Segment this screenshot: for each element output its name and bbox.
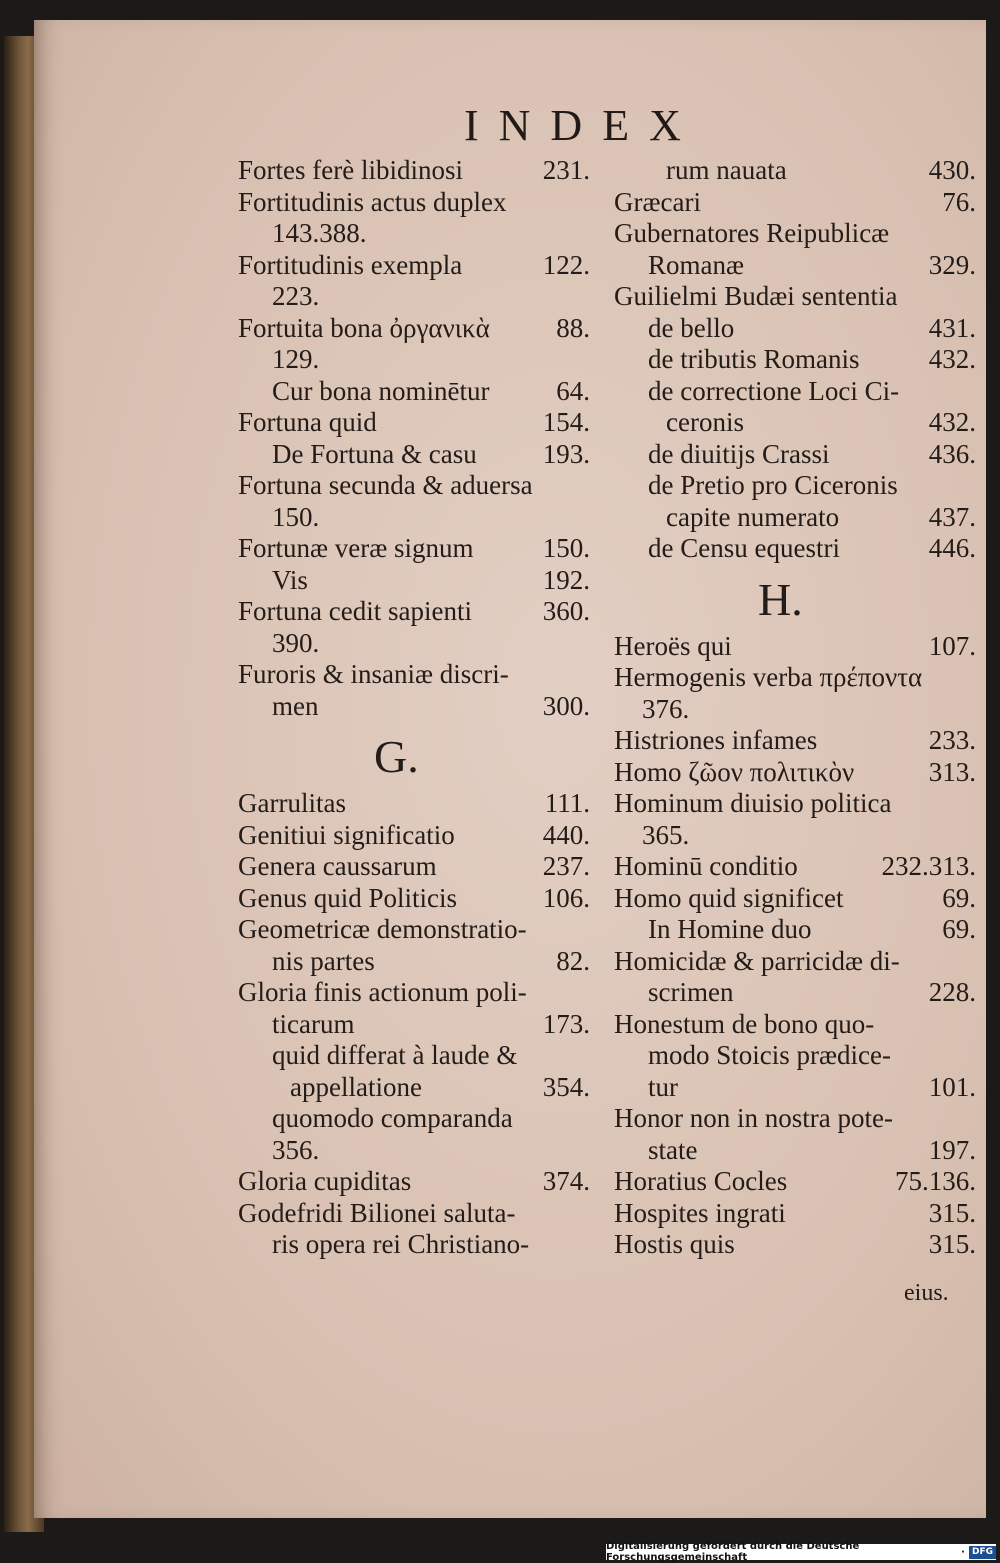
entry-term: Græcari: [614, 186, 701, 217]
index-entry: [614, 788, 976, 820]
entry-term: Fortuna cedit sapienti: [238, 596, 472, 626]
entry-term: Hominū conditio: [614, 851, 798, 881]
entry-term: de tributis Romanis: [648, 344, 860, 374]
index-entry: [238, 914, 590, 946]
entry-page-ref: 75.136.: [895, 1166, 976, 1196]
entry-term: Romanæ: [648, 249, 745, 280]
dfg-logo: DFG: [969, 1546, 996, 1559]
entry-term: De Fortuna & casu: [272, 438, 477, 469]
entry-page-ref: 315.: [928, 1197, 976, 1228]
index-entry: [238, 187, 590, 219]
entry-term: ceronis: [666, 407, 744, 437]
entry-term: Godefridi Bilionei saluta-: [238, 1197, 516, 1228]
entry-term: 376.: [642, 693, 690, 724]
index-entry: [238, 820, 590, 852]
entry-page-ref: 329.: [928, 249, 976, 280]
entry-term: de Pretio pro Ciceronis: [648, 470, 898, 500]
entry-term: Hominum diuisio politica: [614, 788, 892, 818]
index-entry: [238, 1229, 590, 1261]
index-entry: [614, 1103, 976, 1135]
index-entry: [238, 218, 590, 250]
entry-term: Honestum de bono quo-: [614, 1008, 875, 1039]
index-entry: [614, 502, 976, 534]
index-entry: [614, 820, 976, 852]
index-entry: [614, 439, 976, 471]
index-column-right: [614, 155, 976, 1261]
entry-term: Garrulitas: [238, 788, 346, 818]
index-entry: [614, 187, 976, 219]
entry-term: Homo quid significet: [614, 882, 844, 913]
index-entry: [614, 313, 976, 345]
entry-term: 365.: [642, 819, 690, 850]
entry-term: 390.: [272, 627, 320, 658]
entry-page-ref: 82.: [556, 945, 590, 976]
index-entry: [238, 1135, 590, 1167]
entry-page-ref: 231.: [542, 155, 590, 185]
entry-term: Honor non in nostra pote-: [614, 1103, 893, 1133]
entry-page-ref: 437.: [928, 501, 976, 532]
entry-term: men: [272, 690, 319, 721]
entry-page-ref: 237.: [542, 851, 590, 881]
entry-page-ref: 432.: [928, 344, 976, 374]
entry-term: Cur bona nominētur: [272, 375, 490, 406]
index-entry: [614, 694, 976, 726]
entry-term: Horatius Cocles: [614, 1166, 788, 1196]
entry-term: Hospites ingrati: [614, 1197, 786, 1228]
entry-term: 223.: [272, 281, 320, 311]
index-entry: [238, 439, 590, 471]
entry-term: de Censu equestri: [648, 533, 840, 563]
entry-term: Fortuna secunda & aduersa: [238, 470, 533, 500]
entry-term: capite numerato: [666, 501, 840, 532]
entry-page-ref: 430.: [928, 155, 976, 185]
index-entry: [614, 914, 976, 946]
entry-term: Vis: [272, 564, 308, 595]
index-entry: [238, 250, 590, 282]
entry-term: Genera caussarum: [238, 851, 437, 881]
index-entry: [614, 1040, 976, 1072]
index-entry: [614, 470, 976, 502]
entry-page-ref: 233.: [928, 725, 976, 755]
entry-term: ticarum: [272, 1008, 355, 1039]
entry-page-ref: 106.: [542, 882, 590, 913]
index-entry: [614, 883, 976, 915]
index-entry: [238, 977, 590, 1009]
entry-page-ref: 64.: [556, 375, 590, 406]
index-entry: [238, 1072, 590, 1104]
entry-term: appellatione: [290, 1071, 422, 1102]
entry-page-ref: 88.: [556, 312, 590, 343]
footer-credit: Digitalisierung gefördert durch die Deutsche Forschungsgemeinschaft · DFG: [606, 1544, 996, 1560]
index-entry: [238, 1103, 590, 1135]
index-entry: [614, 1009, 976, 1041]
entry-term: de bello: [648, 312, 735, 343]
entry-page-ref: 173.: [542, 1008, 590, 1039]
index-entry: [238, 533, 590, 565]
entry-page-ref: 154.: [542, 407, 590, 437]
index-entry: [238, 883, 590, 915]
entry-page-ref: 446.: [928, 533, 976, 563]
entry-term: Geometricæ demonstratio-: [238, 914, 527, 944]
entry-page-ref: 122.: [542, 249, 590, 280]
entry-term: quid differat à laude &: [272, 1040, 518, 1070]
entry-page-ref: 101.: [928, 1071, 976, 1102]
index-entry: [238, 407, 590, 439]
index-entry: [614, 533, 976, 565]
index-entry: [238, 376, 590, 408]
section-letter: H.: [758, 573, 803, 625]
catchword: eius.: [904, 1280, 949, 1306]
entry-page-ref: 313.: [928, 756, 976, 787]
entry-term: Fortuita bona ὀργανικὰ: [238, 312, 490, 343]
entry-term: 143.388.: [272, 218, 367, 248]
entry-term: 150.: [272, 501, 320, 532]
index-entry: [614, 1072, 976, 1104]
entry-page-ref: 431.: [928, 312, 976, 343]
index-entry: [614, 250, 976, 282]
entry-term: nis partes: [272, 945, 375, 976]
entry-page-ref: 436.: [928, 438, 976, 469]
entry-term: Hostis quis: [614, 1229, 735, 1259]
entry-term: Fortitudinis actus duplex: [238, 186, 507, 217]
entry-page-ref: 228.: [928, 977, 976, 1007]
index-entry: [238, 1198, 590, 1230]
entry-page-ref: 432.: [928, 407, 976, 437]
entry-page-ref: 374.: [542, 1166, 590, 1196]
entry-term: Fortes ferè libidinosi: [238, 155, 463, 185]
index-entry: [238, 155, 590, 187]
entry-term: In Homine duo: [648, 914, 812, 944]
entry-term: Fortunæ veræ signum: [238, 533, 474, 563]
entry-page-ref: 69.: [942, 882, 976, 913]
entry-term: 356.: [272, 1134, 320, 1165]
entry-term: Genitiui significatio: [238, 819, 455, 850]
index-entry: [238, 628, 590, 660]
index-entry: [614, 662, 976, 694]
index-entry: [238, 659, 590, 691]
index-entry: [238, 1040, 590, 1072]
entry-page-ref: 192.: [542, 564, 590, 595]
index-entry: [614, 407, 976, 439]
entry-term: 129.: [272, 344, 320, 374]
index-entry: [238, 281, 590, 313]
index-entry: [614, 757, 976, 789]
entry-term: Gloria cupiditas: [238, 1166, 412, 1196]
entry-term: ris opera rei Christiano-: [272, 1229, 530, 1259]
index-entry: [238, 1166, 590, 1198]
entry-page-ref: 354.: [542, 1071, 590, 1102]
entry-term: Hermogenis verba πρέποντα: [614, 662, 923, 692]
entry-term: Genus quid Politicis: [238, 882, 458, 913]
entry-page-ref: 69.: [942, 914, 976, 944]
entry-term: de correctione Loci Ci-: [648, 375, 900, 406]
index-entry: [614, 1198, 976, 1230]
entry-term: tur: [648, 1071, 678, 1102]
index-entry: [614, 725, 976, 757]
index-entry: [614, 851, 976, 883]
index-entry: [238, 596, 590, 628]
index-entry: [614, 1166, 976, 1198]
entry-term: Histriones infames: [614, 725, 818, 755]
entry-term: Homo ζῶον πολιτικὸν: [614, 756, 855, 787]
entry-term: Heroës qui: [614, 630, 732, 661]
entry-term: state: [648, 1134, 698, 1165]
index-entry: [238, 313, 590, 345]
entry-page-ref: 300.: [542, 690, 590, 721]
entry-page-ref: 360.: [542, 596, 590, 626]
index-entry: [238, 344, 590, 376]
index-column-left: [238, 155, 590, 1261]
entry-term: modo Stoicis prædice-: [648, 1040, 891, 1070]
entry-page-ref: 315.: [928, 1229, 976, 1259]
index-entry: [614, 977, 976, 1009]
entry-term: Gloria finis actionum poli-: [238, 977, 527, 1007]
entry-term: Gubernatores Reipublicæ: [614, 218, 890, 248]
index-entry: [238, 470, 590, 502]
index-entry: [614, 218, 976, 250]
index-entry: [238, 691, 590, 723]
index-entry: [614, 631, 976, 663]
entry-page-ref: 193.: [542, 438, 590, 469]
entry-page-ref: 111.: [544, 788, 590, 818]
entry-term: Guilielmi Budæi sententia: [614, 281, 898, 311]
index-entry: [238, 565, 590, 597]
entry-page-ref: 197.: [928, 1134, 976, 1165]
index-entry: [614, 155, 976, 187]
index-entry: [614, 946, 976, 978]
entry-page-ref: 232.313.: [881, 851, 976, 881]
entry-term: Fortitudinis exempla: [238, 249, 463, 280]
entry-term: de diuitijs Crassi: [648, 438, 830, 469]
entry-page-ref: 107.: [928, 630, 976, 661]
index-entry: [238, 788, 590, 820]
entry-page-ref: 150.: [542, 533, 590, 563]
index-entry: [614, 1229, 976, 1261]
index-entry: [614, 344, 976, 376]
running-title: INDEX: [464, 101, 701, 150]
index-entry: [614, 1135, 976, 1167]
entry-page-ref: 76.: [942, 186, 976, 217]
entry-term: rum nauata: [666, 155, 787, 185]
footer-text: Digitalisierung gefördert durch die Deutsche Forschungsgemeinschaft: [606, 1541, 860, 1563]
entry-term: Homicidæ & parricidæ di-: [614, 945, 900, 976]
index-entry: [238, 946, 590, 978]
index-entry: [614, 376, 976, 408]
entry-term: scrimen: [648, 977, 734, 1007]
index-entry: [238, 502, 590, 534]
entry-term: quomodo comparanda: [272, 1103, 513, 1133]
index-entry: [238, 851, 590, 883]
section-letter: G.: [374, 731, 419, 782]
entry-term: Furoris & insaniæ discri-: [238, 659, 509, 689]
index-entry: [238, 1009, 590, 1041]
entry-term: Fortuna quid: [238, 407, 377, 437]
index-entry: [614, 281, 976, 313]
entry-page-ref: 440.: [542, 819, 590, 850]
